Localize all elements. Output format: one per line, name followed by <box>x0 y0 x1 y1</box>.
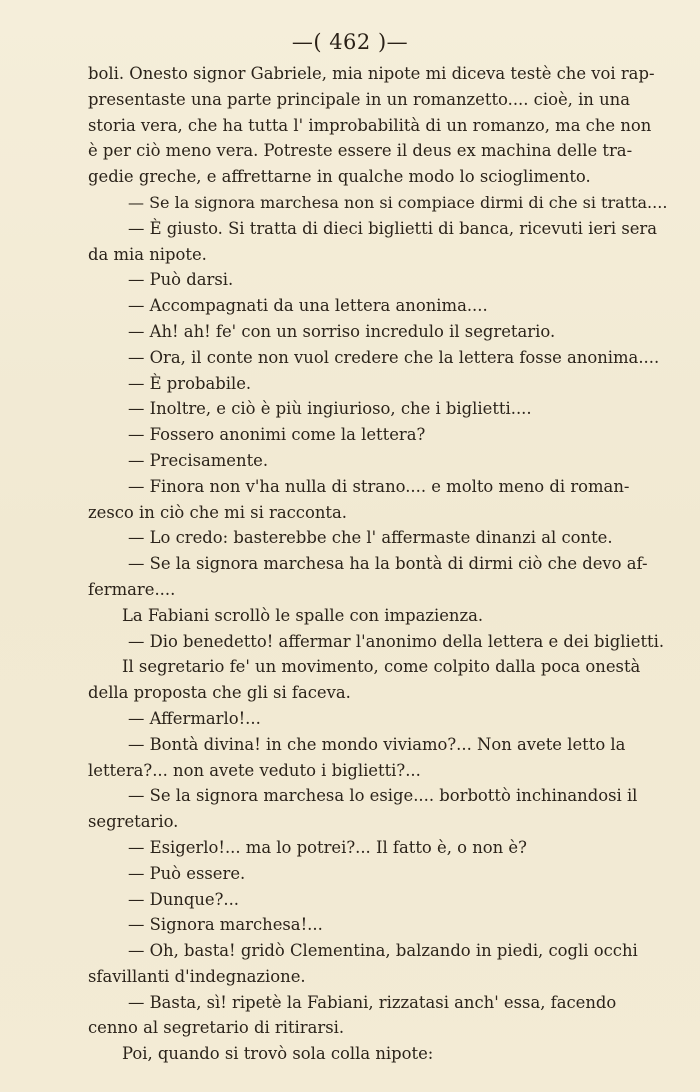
text-line: — Può essere. <box>128 863 246 883</box>
text-line: — Se la signora marchesa ha la bontà di dirmi ciò che devo af- <box>128 554 648 574</box>
text-line: — Basta, sì! ripetè la Fabiani, rizzatasi anch' essa, facendo <box>128 992 617 1012</box>
text-line: — Accompagnati da una lettera anonima.... <box>128 296 488 316</box>
text-line: — Fossero anonimi come la lettera? <box>128 425 426 445</box>
text-line: gedie greche, e affrettarne in qualche modo lo scioglimento. <box>88 167 591 187</box>
text-line: — Finora non v'ha nulla di strano.... e molto meno di roman- <box>128 476 630 496</box>
text-line: sfavillanti d'indegnazione. <box>88 966 306 986</box>
text-line: — Bontà divina! in che mondo viviamo?... Non avete letto la <box>128 734 626 754</box>
text-line: della proposta che gli si faceva. <box>88 683 351 703</box>
text-line: — Ah! ah! fe' con un sorriso incredulo il segretario. <box>128 321 556 341</box>
body-text <box>88 61 668 1067</box>
text-line: segretario. <box>88 812 179 832</box>
text-line: Il segretario fe' un movimento, come colpito dalla poca onestà <box>122 657 641 677</box>
text-line: — Inoltre, e ciò è più ingiurioso, che i biglietti.... <box>128 399 532 419</box>
text-line: lettera?... non avete veduto i biglietti?... <box>88 760 421 780</box>
text-line: boli. Onesto signor Gabriele, mia nipote mi diceva testè che voi rap- <box>88 64 655 83</box>
text-line: — Può darsi. <box>128 270 234 290</box>
text-line: La Fabiani scrollò le spalle con impazienza. <box>122 605 484 625</box>
text-line: — È giusto. Si tratta di dieci biglietti di banca, ricevuti ieri sera <box>128 218 658 238</box>
text-line: — Dunque?... <box>128 889 240 909</box>
text-line: zesco in ciò che mi si racconta. <box>88 502 347 522</box>
text-line: — È probabile. <box>128 373 252 393</box>
text-line: da mia nipote. <box>88 244 207 264</box>
text-line: — Ora, il conte non vuol credere che la lettera fosse anonima.... <box>128 347 660 367</box>
text-line: Poi, quando si trovò sola colla nipote: <box>122 1044 434 1064</box>
text-line: presentaste una parte principale in un romanzetto.... cioè, in una <box>88 89 630 109</box>
text-line: — Dio benedetto! affermar l'anonimo della lettera e dei biglietti. <box>128 631 665 651</box>
text-line: fermare.... <box>88 579 176 599</box>
text-line: — Esigerlo!... ma lo potrei?... Il fatto è, o non è? <box>128 837 527 857</box>
page-number-header: —( 462 )— <box>291 30 409 54</box>
text-line: — Lo credo: basterebbe che l' affermaste dinanzi al conte. <box>128 528 613 548</box>
text-line: è per ciò meno vera. Potreste essere il deus ex machina delle tra- <box>88 141 633 161</box>
text-line: — Se la signora marchesa lo esige.... borbottò inchinandosi il <box>128 786 638 806</box>
text-line: — Signora marchesa!... <box>128 915 323 935</box>
text-line: — Se la signora marchesa non si compiace dirmi di che si tratta.... <box>128 192 668 212</box>
text-line: cenno al segretario di ritirarsi. <box>88 1018 345 1038</box>
text-line: storia vera, che ha tutta l' improbabilità di un romanzo, ma che non <box>88 115 652 135</box>
text-line: — Precisamente. <box>128 450 269 470</box>
text-line: — Oh, basta! gridò Clementina, balzando in piedi, cogli occhi <box>128 941 638 961</box>
text-line: — Affermarlo!... <box>128 708 261 728</box>
